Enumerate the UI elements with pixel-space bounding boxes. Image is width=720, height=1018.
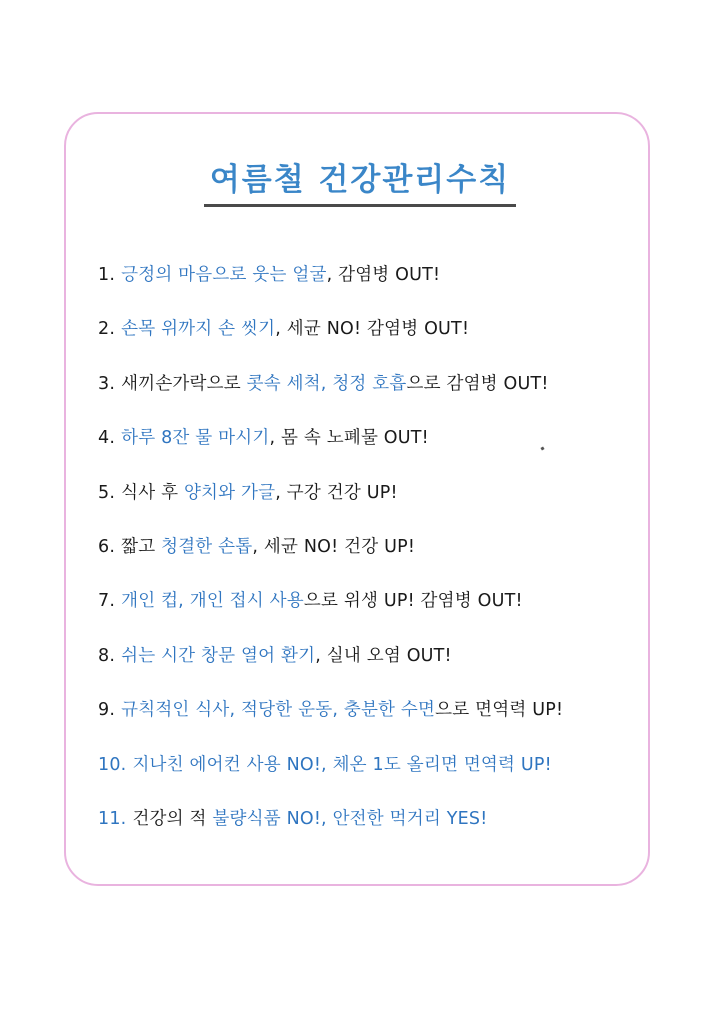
list-item (98, 794, 658, 848)
item-number: 1. (98, 265, 116, 285)
item-number: 4. (98, 428, 116, 449)
list-item (98, 576, 658, 630)
highlighted-text: 불량식품 NO!, 안전한 먹거리 YES! (212, 808, 488, 829)
item-number: 7. (98, 591, 116, 612)
list-item (98, 468, 658, 522)
list-item (98, 631, 658, 685)
item-text: , 세균 NO! 건강 UP! (252, 536, 416, 557)
item-text: , 몸 속 노폐물 OUT! (269, 428, 429, 449)
list-item (98, 685, 658, 739)
list-item (98, 522, 658, 576)
item-number: 9. (98, 700, 116, 721)
item-number: 5. (98, 482, 116, 503)
item-number: 2. (98, 319, 116, 340)
highlighted-text: 쉬는 시간 창문 열어 환기 (121, 645, 316, 666)
item-text: 으로 감염병 OUT! (406, 373, 549, 394)
list-item (98, 250, 658, 304)
item-text: 으로 면역력 UP! (435, 700, 564, 721)
highlighted-text: 긍정의 마음으로 웃는 얼굴 (121, 265, 327, 285)
item-text: , 실내 오염 OUT! (315, 645, 452, 666)
list-item (98, 740, 658, 794)
item-text: 새끼손가락으로 (121, 373, 247, 394)
item-text: , 감염병 OUT! (326, 265, 441, 285)
item-text: 식사 후 (121, 482, 184, 503)
highlighted-text: 지나친 에어컨 사용 NO!, 체온 1도 올리면 면역력 UP! (132, 754, 552, 775)
health-rules-list (98, 250, 658, 848)
item-number: 8. (98, 645, 116, 666)
highlighted-text: 규칙적인 식사, 적당한 운동, 충분한 수면 (121, 700, 436, 721)
highlighted-text: 청결한 손톱 (161, 536, 253, 557)
list-item (98, 413, 658, 467)
item-text: 으로 위생 UP! 감염병 OUT! (303, 591, 523, 612)
item-number: 6. (98, 536, 116, 557)
item-number: 10. (98, 754, 127, 775)
highlighted-text: 손목 위까지 손 씻기 (121, 319, 276, 340)
highlighted-text: 양치와 가글 (183, 482, 276, 503)
list-item (98, 304, 658, 358)
item-text: 짧고 (121, 536, 162, 557)
item-text: 건강의 적 (132, 808, 213, 829)
item-number: 3. (98, 373, 116, 394)
highlighted-text: 하루 8잔 물 마시기 (121, 428, 270, 449)
highlighted-text: 개인 컵, 개인 접시 사용 (121, 591, 304, 612)
item-number: 11. (98, 808, 127, 829)
highlighted-text: 콧속 세척, 청정 호흡 (246, 373, 407, 394)
title-container (0, 160, 720, 207)
item-text: , 세균 NO! 감염병 OUT! (275, 319, 470, 340)
item-text: , 구강 건강 UP! (275, 482, 398, 503)
page-title: 여름철 건강관리수칙 (204, 160, 516, 207)
list-item (98, 359, 658, 413)
